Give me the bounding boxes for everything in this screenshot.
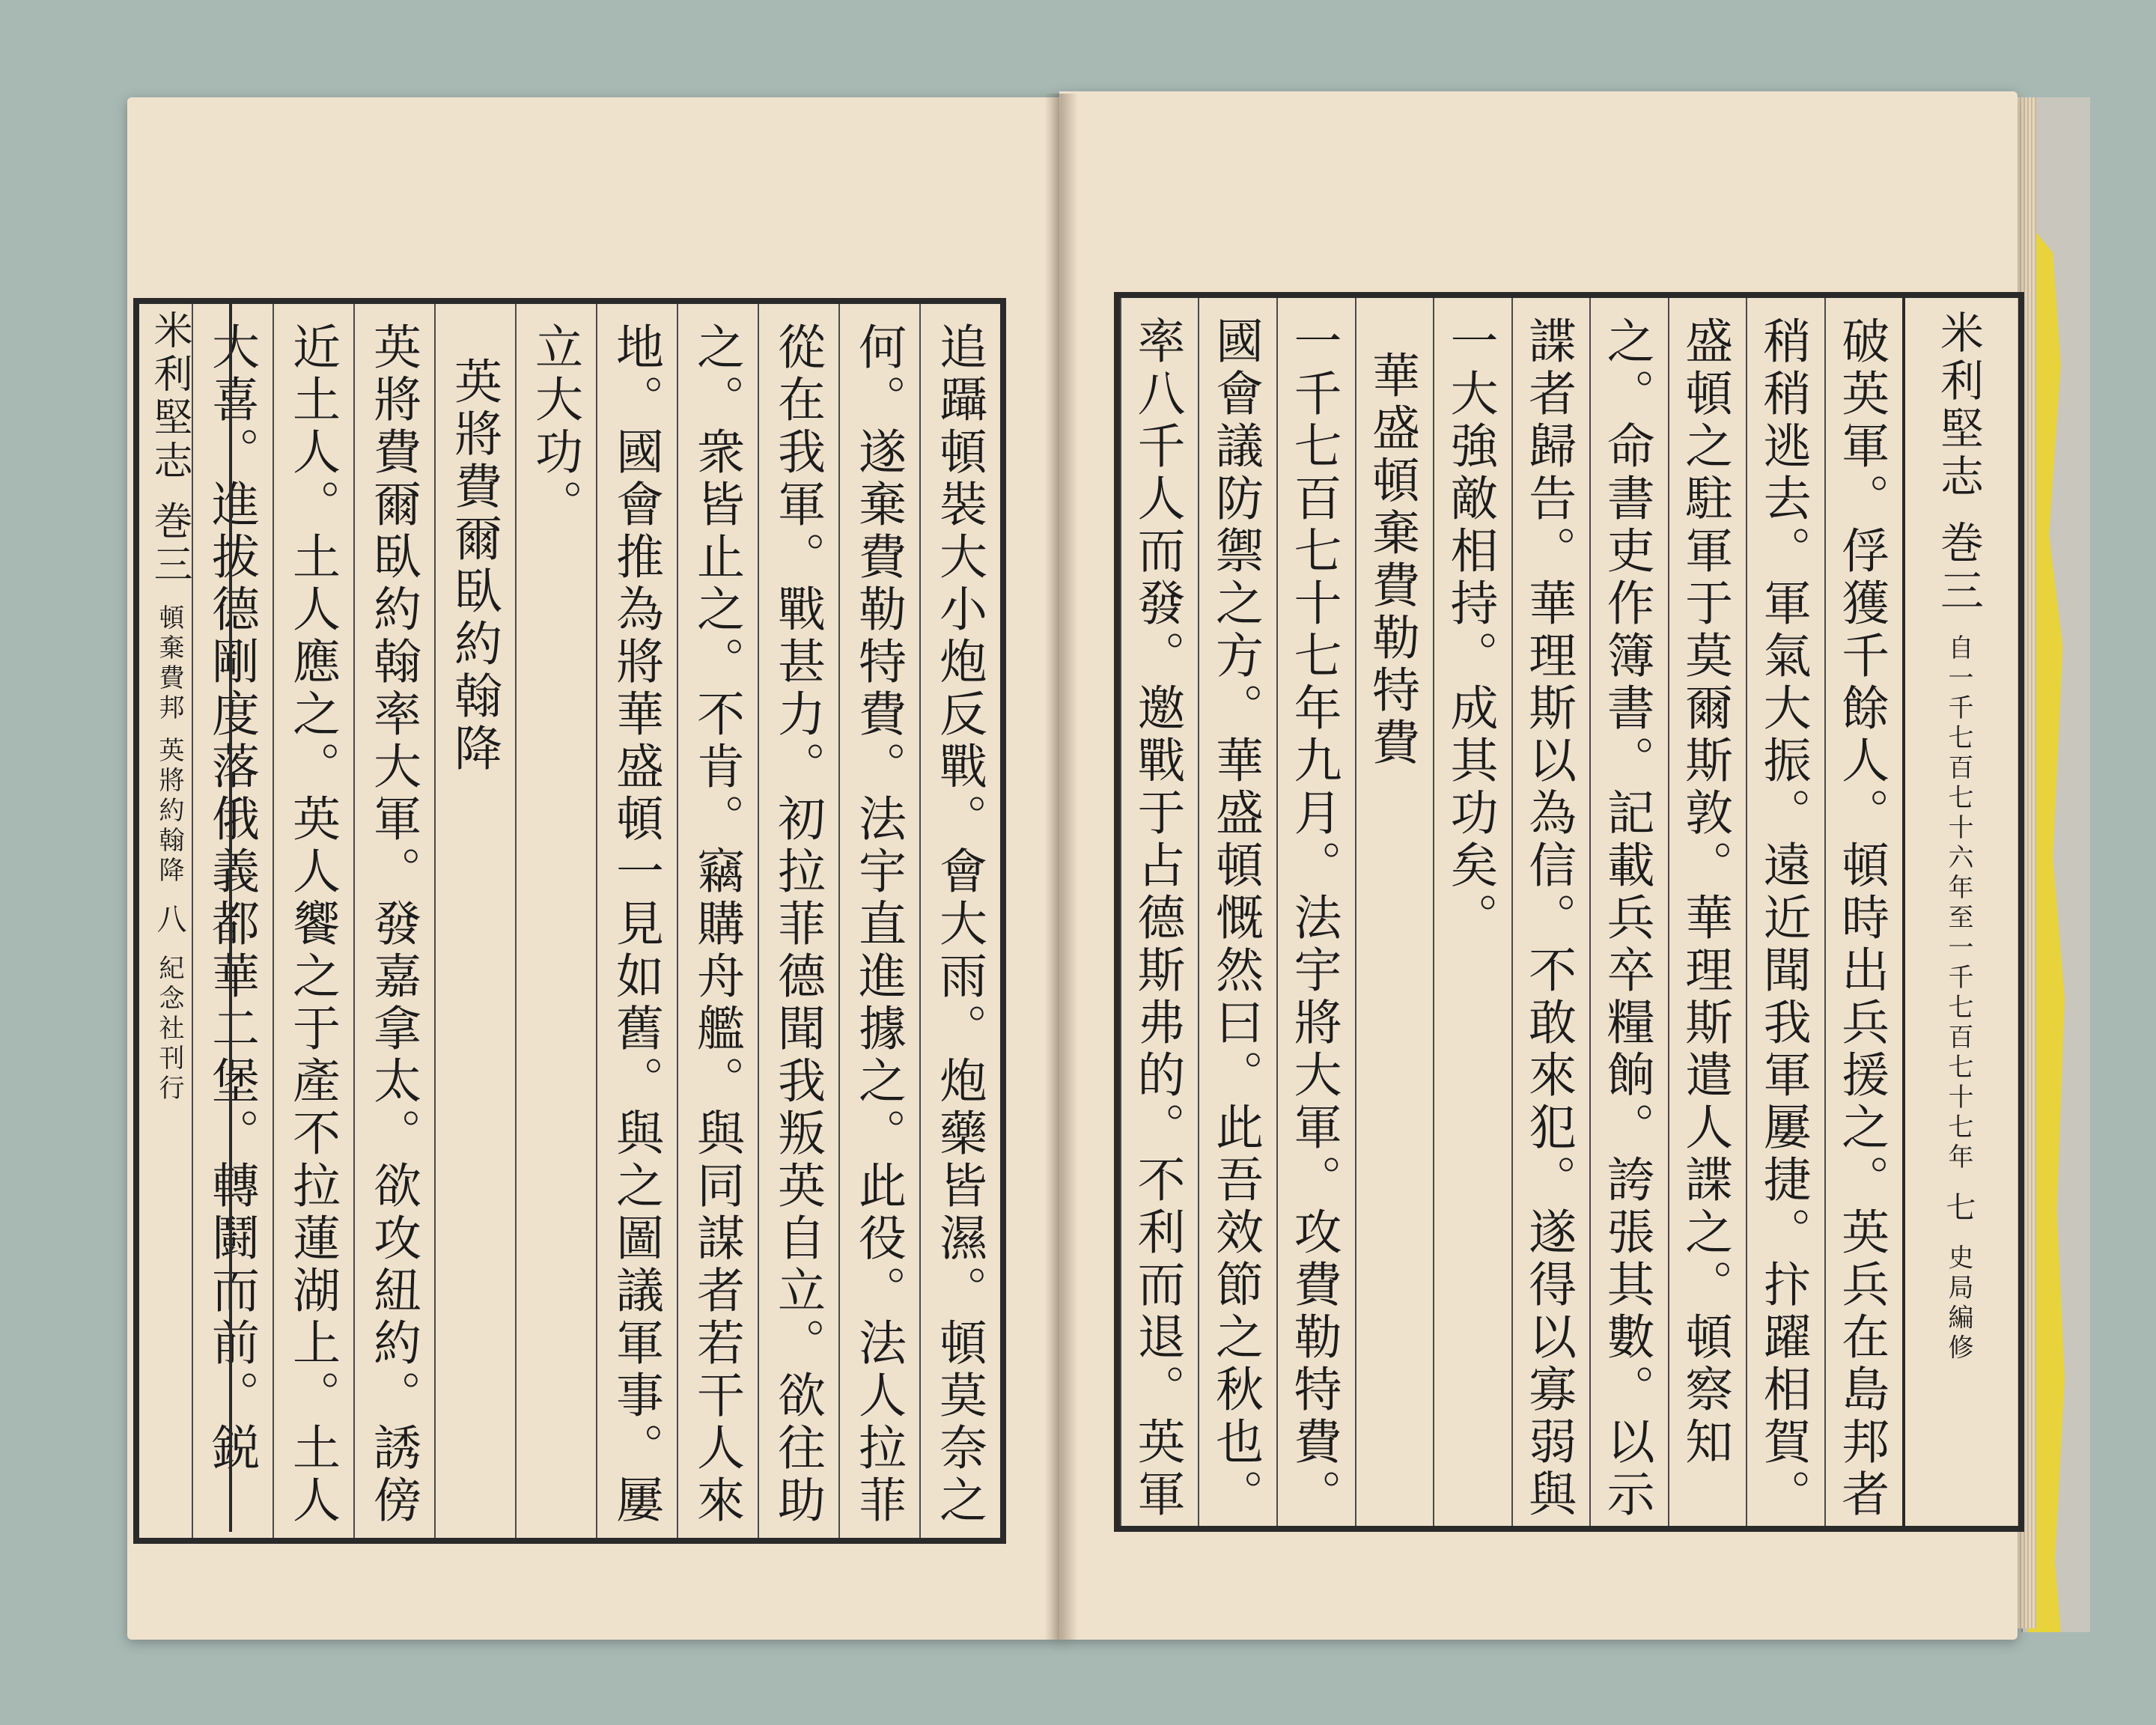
right-margin-column [1902,298,2018,1526]
left-margin-title: 米利堅志 巻三 [147,310,192,588]
left-text-frame [133,298,1006,1544]
right-page-number: 七 [1941,1191,1976,1226]
text-column: 從在我軍。戰甚力。初拉菲德聞我叛英自立。欲往助 [758,304,838,1538]
section-heading: 英將費爾臥約翰降 [434,304,515,1538]
left-margin-footer: 紀念社刊行 [154,954,184,1104]
text-column: 追躡頓裝大小炮反戰。會大雨。炮藥皆濕。頓莫奈之 [919,304,1000,1538]
text-column: 諜者歸告。華理斯以為信。不敢來犯。遂得以寡弱與 [1511,298,1590,1526]
text-column: 大喜。進拔德剛度落俄義都華二堡。轉鬪而前。鋭 [192,304,272,1538]
text-column: 之。命書吏作簿書。記載兵卒糧餉。誇張其數。以示 [1589,298,1668,1526]
text-column: 英將費爾臥約翰率大軍。發嘉拿太。欲攻紐約。誘傍 [353,304,434,1538]
text-column: 國會議防禦之方。華盛頓慨然曰。此吾效節之秋也。 [1198,298,1276,1526]
text-column: 破英軍。俘獲千餘人。頓時出兵援之。英兵在島邦者 [1824,298,1903,1526]
right-margin-footer: 史局編修 [1943,1244,1973,1364]
text-column: 一大強敵相持。成其功矣。 [1433,298,1511,1526]
text-column: 盛頓之駐軍于莫爾斯敦。華理斯遣人諜之。頓察知 [1668,298,1747,1526]
left-margin-subtitle: 頓棄費邦 英將約翰降 [154,604,184,886]
right-text-frame [1114,292,2024,1532]
section-heading: 華盛頓棄費勒特費 [1355,298,1434,1526]
book-gutter [1044,94,1078,1640]
left-margin-column [112,298,232,1532]
right-margin-subtitle: 自一千七百七十六年至一千七百七十七年 [1943,633,1973,1173]
text-column: 何。遂棄費勒特費。法宇直進據之。此役。法人拉菲 [838,304,919,1538]
text-column: 立大功。 [515,304,596,1538]
text-column: 率八千人而發。邀戰于占德斯弗的。不利而退。英軍 [1120,298,1199,1526]
left-page-number: 八 [152,903,186,938]
right-margin-title: 米利堅志 巻三 [1933,310,1984,616]
text-column: 稍稍逃去。軍氣大振。遠近聞我軍屢捷。抃躍相賀。 [1746,298,1824,1526]
text-column: 地。國會推為將華盛頓一見如舊。與之圖議軍事。屢 [596,304,677,1538]
text-column: 之。衆皆止之。不肯。竊購舟艦。與同謀者若干人來 [677,304,758,1538]
text-column: 近土人。土人應之。英人饗之于產不拉蓮湖上。土人 [272,304,353,1538]
text-column: 一千七百七十七年九月。法宇將大軍。攻費勒特費。 [1276,298,1355,1526]
